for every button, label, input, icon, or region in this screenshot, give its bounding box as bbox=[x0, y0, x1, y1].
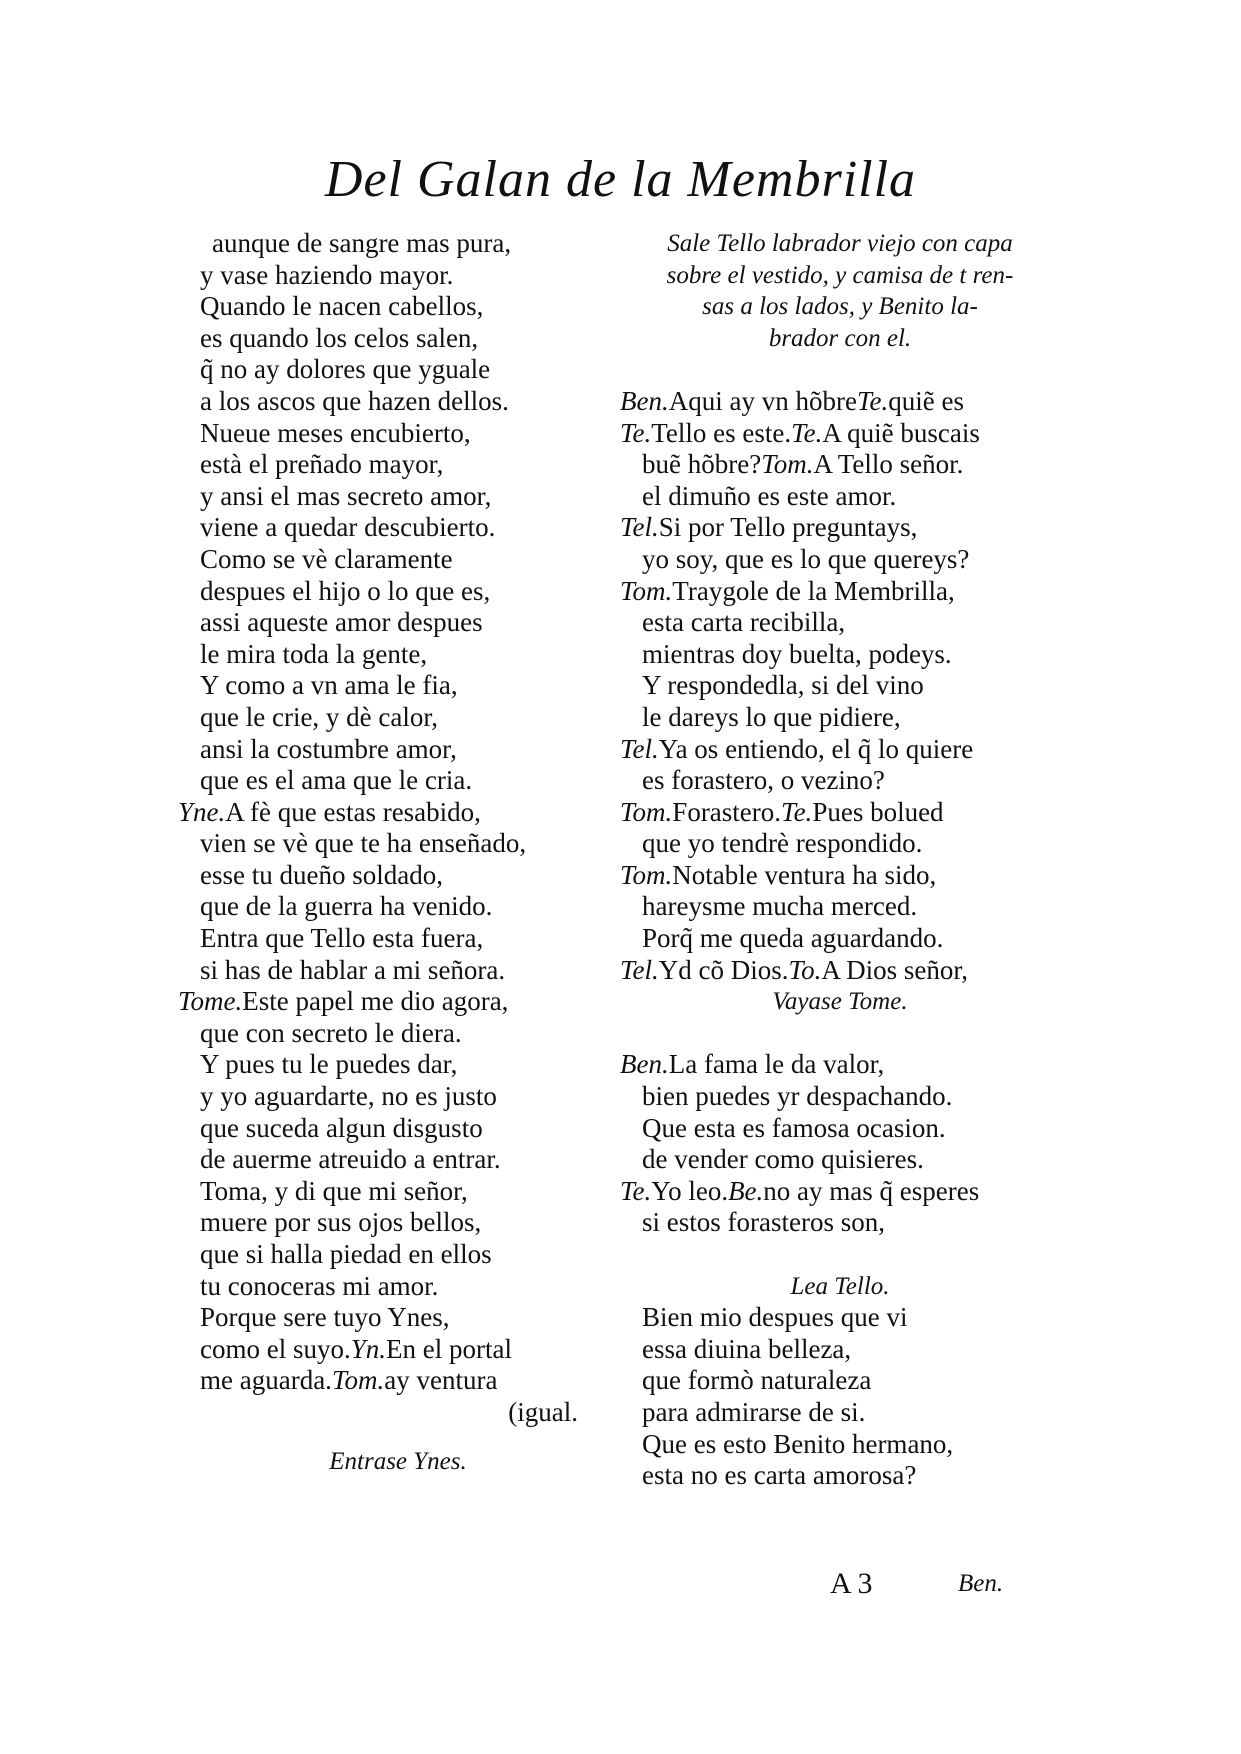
verse-text: le mira toda la gente, bbox=[200, 638, 428, 669]
running-head: Del Galan de la Membrilla bbox=[324, 151, 917, 208]
speaker-label: To. bbox=[788, 954, 822, 985]
verse-line bbox=[178, 481, 618, 513]
verse-text: hareysme mucha merced. bbox=[642, 891, 918, 922]
verse-text: yo soy, que es lo que quereys? bbox=[642, 543, 970, 574]
verse-text: A Dios señor, bbox=[821, 954, 968, 985]
verse-text: el dimuño es este amor. bbox=[642, 480, 897, 511]
verse-text: tu conoceras mi amor. bbox=[200, 1270, 439, 1301]
verse-line bbox=[620, 1144, 1060, 1176]
verse-text: Forastero. bbox=[672, 796, 782, 827]
verse-line bbox=[620, 955, 1060, 987]
speaker-label: Tom. bbox=[620, 796, 673, 827]
verse-text: Este papel me dio agora, bbox=[242, 986, 509, 1017]
verse-line bbox=[178, 955, 618, 987]
verse-text: de vender como quisieres. bbox=[642, 1144, 924, 1175]
verse-line bbox=[620, 1334, 1060, 1366]
verse-text: Aqui ay vn hõbre bbox=[668, 385, 857, 416]
verse-text: A fè que estas resabido, bbox=[225, 796, 481, 827]
verse-line bbox=[178, 797, 618, 829]
verse-line bbox=[620, 1365, 1060, 1397]
verse-line bbox=[178, 765, 618, 797]
verse-text: Porque sere tuyo Ynes, bbox=[200, 1302, 450, 1333]
verse-line bbox=[620, 1460, 1060, 1492]
verse-text: aunque de sangre mas pura, bbox=[212, 228, 512, 258]
verse-line bbox=[178, 1334, 618, 1366]
verse-line bbox=[620, 828, 1060, 860]
verse-text: Que es esto Benito hermano, bbox=[642, 1428, 954, 1459]
verse-line bbox=[178, 323, 618, 355]
verse-line bbox=[178, 228, 618, 260]
verse-line bbox=[620, 576, 1060, 608]
verse-text: despues el hijo o lo que es, bbox=[200, 575, 491, 606]
verse-text: Y pues tu le puedes dar, bbox=[200, 1049, 458, 1080]
verse-text: que le crie, y dè calor, bbox=[200, 701, 439, 732]
verse-line bbox=[178, 670, 618, 702]
speaker-label: Te. bbox=[856, 385, 889, 416]
speaker-label: Tel. bbox=[620, 733, 659, 764]
verse-text: que de la guerra ha venido. bbox=[200, 891, 493, 922]
verse-line bbox=[178, 1365, 618, 1397]
verse-text: y yo aguardarte, no es justo bbox=[200, 1081, 497, 1112]
verse-line bbox=[620, 1049, 1060, 1081]
speaker-label: Tom. bbox=[620, 859, 673, 890]
verse-line bbox=[178, 923, 618, 955]
verse-line bbox=[620, 386, 1060, 418]
verse-text: Tello es este. bbox=[651, 417, 792, 448]
verse-line bbox=[620, 1081, 1060, 1113]
verse-line bbox=[178, 354, 618, 386]
verse-line bbox=[178, 260, 618, 292]
verse-line bbox=[620, 512, 1060, 544]
verse-text: esta no es carta amorosa? bbox=[642, 1460, 917, 1491]
verse-text: como el suyo. bbox=[200, 1333, 351, 1364]
verse-text: Bien mio despues que vi bbox=[642, 1302, 908, 1333]
verse-line bbox=[620, 449, 1060, 481]
verse-text: assi aqueste amor despues bbox=[200, 607, 483, 638]
verse-line bbox=[178, 1239, 618, 1271]
right-column bbox=[620, 228, 1060, 1492]
verse-line bbox=[178, 702, 618, 734]
speaker-label: Tom. bbox=[331, 1365, 385, 1396]
verse-text: Quando le nacen cabellos, bbox=[200, 291, 484, 322]
verse-text: Que esta es famosa ocasion. bbox=[642, 1112, 946, 1143]
verse-line bbox=[178, 512, 618, 544]
verse-text: vien se vè que te ha enseñado, bbox=[200, 828, 527, 859]
verse-text: quiẽ es bbox=[888, 385, 964, 416]
verse-line bbox=[178, 1302, 618, 1334]
verse-line bbox=[178, 576, 618, 608]
verse-line bbox=[178, 1397, 618, 1429]
verse-line bbox=[178, 418, 618, 450]
verse-line bbox=[620, 891, 1060, 923]
stage-direction: Entrase Ynes. bbox=[329, 1448, 467, 1476]
verse-text: que formò naturaleza bbox=[642, 1365, 872, 1396]
verse-text: que si halla piedad en ellos bbox=[200, 1239, 492, 1269]
verse-text: esta carta recibilla, bbox=[642, 607, 846, 638]
verse-text: mientras doy buelta, podeys. bbox=[642, 638, 952, 669]
speaker-label: Te. bbox=[781, 796, 813, 827]
verse-text: (igual. bbox=[508, 1396, 578, 1427]
verse-text: A quiẽ buscais bbox=[822, 417, 980, 448]
verse-text: buẽ hõbre? bbox=[642, 449, 762, 480]
verse-line bbox=[178, 1113, 618, 1145]
verse-text: La fama le da valor, bbox=[668, 1049, 885, 1080]
verse-line bbox=[178, 1207, 618, 1239]
speaker-label: Be. bbox=[728, 1175, 764, 1206]
speaker-label: Te. bbox=[791, 417, 823, 448]
verse-text: que yo tendrè respondido. bbox=[642, 828, 923, 859]
verse-text: muere por sus ojos bellos, bbox=[200, 1207, 482, 1238]
speaker-label: Ben. bbox=[620, 385, 669, 416]
verse-text: es forastero, o vezino? bbox=[642, 765, 885, 796]
speaker-label: Yn. bbox=[350, 1333, 387, 1364]
verse-line bbox=[620, 1429, 1060, 1461]
verse-text: no ay mas q̃ esperes bbox=[763, 1175, 980, 1206]
verse-line bbox=[620, 639, 1060, 671]
verse-line bbox=[620, 1207, 1060, 1239]
verse-text: me aguarda. bbox=[200, 1365, 332, 1396]
verse-text: y ansi el mas secreto amor, bbox=[200, 480, 492, 511]
verse-line bbox=[620, 418, 1060, 450]
verse-text: Toma, y di que mi señor, bbox=[200, 1175, 468, 1206]
verse-text: Yo leo. bbox=[651, 1175, 729, 1206]
stage-direction: sas a los lados, y Benito la- bbox=[702, 293, 978, 321]
catchword: Ben. bbox=[958, 1570, 1004, 1597]
verse-line bbox=[178, 1049, 618, 1081]
stage-direction: sobre el vestido, y camisa de t ren- bbox=[666, 261, 1014, 289]
spacer bbox=[620, 1239, 1060, 1271]
verse-text: ay ventura bbox=[384, 1365, 498, 1396]
verse-text: Pues bolued bbox=[812, 796, 944, 827]
speaker-label: Ben. bbox=[620, 1049, 669, 1080]
verse-line bbox=[178, 386, 618, 418]
verse-line bbox=[620, 1302, 1060, 1334]
speaker-label: Te. bbox=[620, 417, 652, 448]
verse-line bbox=[620, 544, 1060, 576]
verse-line bbox=[620, 1113, 1060, 1145]
verse-text: Porq̃ me queda aguardando. bbox=[642, 923, 944, 954]
speaker-label: Tel. bbox=[620, 512, 659, 543]
verse-line bbox=[178, 291, 618, 323]
verse-text: si estos forasteros son, bbox=[642, 1207, 885, 1238]
verse-text: para admirarse de si. bbox=[642, 1396, 866, 1427]
verse-line bbox=[178, 544, 618, 576]
verse-line bbox=[620, 765, 1060, 797]
verse-text: le dareys lo que pidiere, bbox=[642, 701, 901, 732]
verse-line bbox=[620, 734, 1060, 766]
stage-direction: Sale Tello labrador viejo con capa bbox=[667, 230, 1013, 257]
verse-text: que es el ama que le cria. bbox=[200, 765, 473, 796]
speaker-label: Tel. bbox=[620, 954, 659, 985]
verse-line bbox=[178, 1081, 618, 1113]
verse-line bbox=[620, 860, 1060, 892]
verse-line bbox=[620, 1397, 1060, 1429]
verse-text: viene a quedar descubierto. bbox=[200, 512, 496, 543]
speaker-label: Tom. bbox=[620, 575, 673, 606]
verse-text: Nueue meses encubierto, bbox=[200, 417, 471, 448]
stage-direction: Lea Tello. bbox=[790, 1272, 890, 1300]
verse-line bbox=[620, 1176, 1060, 1208]
stage-direction: Vayase Tome. bbox=[772, 988, 908, 1016]
verse-line bbox=[178, 1271, 618, 1303]
verse-text: a los ascos que hazen dellos. bbox=[200, 385, 509, 416]
signature-mark: A 3 bbox=[830, 1567, 873, 1600]
verse-text: Como se vè claramente bbox=[200, 543, 453, 574]
left-column bbox=[178, 228, 618, 1478]
verse-line bbox=[178, 860, 618, 892]
verse-text: Ya os entiendo, el q̃ lo quiere bbox=[658, 733, 974, 764]
verse-line bbox=[178, 828, 618, 860]
speaker-label: Tome. bbox=[178, 986, 243, 1017]
verse-text: q̃ no ay dolores que yguale bbox=[200, 354, 491, 385]
speaker-label: Yne. bbox=[178, 796, 226, 827]
verse-text: En el portal bbox=[386, 1333, 512, 1364]
speaker-label: Te. bbox=[620, 1175, 652, 1206]
verse-text: que con secreto le diera. bbox=[200, 1017, 462, 1048]
verse-line bbox=[620, 702, 1060, 734]
verse-line bbox=[178, 986, 618, 1018]
verse-text: si has de hablar a mi señora. bbox=[200, 954, 506, 985]
verse-line bbox=[178, 1018, 618, 1050]
verse-text: esse tu dueño soldado, bbox=[200, 859, 443, 890]
speaker-label: Tom. bbox=[761, 449, 814, 480]
verse-line bbox=[178, 1144, 618, 1176]
verse-text: Si por Tello preguntays, bbox=[658, 512, 918, 543]
verse-line bbox=[178, 639, 618, 671]
verse-text: que suceda algun disgusto bbox=[200, 1112, 483, 1143]
verse-text: essa diuina belleza, bbox=[642, 1333, 852, 1364]
verse-text: Traygole de la Membrilla, bbox=[672, 575, 955, 606]
verse-text: Notable ventura ha sido, bbox=[672, 859, 937, 890]
verse-text: està el preñado mayor, bbox=[200, 449, 444, 480]
verse-line bbox=[620, 797, 1060, 829]
verse-text: de auerme atreuido a entrar. bbox=[200, 1144, 501, 1175]
verse-text: ansi la costumbre amor, bbox=[200, 733, 457, 764]
verse-line bbox=[178, 734, 618, 766]
stage-direction: brador con el. bbox=[768, 324, 912, 352]
verse-text: Entra que Tello esta fuera, bbox=[200, 923, 484, 954]
verse-line bbox=[178, 449, 618, 481]
verse-text: A Tello señor. bbox=[813, 449, 964, 480]
verse-line bbox=[620, 670, 1060, 702]
verse-text: y vase haziendo mayor. bbox=[200, 259, 454, 290]
verse-text: bien puedes yr despachando. bbox=[642, 1081, 953, 1112]
verse-line bbox=[178, 607, 618, 639]
verse-line bbox=[620, 481, 1060, 513]
verse-text: Y como a vn ama le fia, bbox=[200, 670, 458, 701]
verse-line bbox=[178, 891, 618, 923]
verse-line bbox=[178, 1176, 618, 1208]
verse-text: Yd cõ Dios. bbox=[658, 954, 789, 985]
verse-text: es quando los celos salen, bbox=[200, 322, 479, 353]
spacer bbox=[620, 1018, 1060, 1050]
verse-line bbox=[620, 923, 1060, 955]
verse-line bbox=[620, 607, 1060, 639]
verse-text: Y respondedla, si del vino bbox=[642, 670, 924, 701]
spacer bbox=[620, 354, 1060, 386]
